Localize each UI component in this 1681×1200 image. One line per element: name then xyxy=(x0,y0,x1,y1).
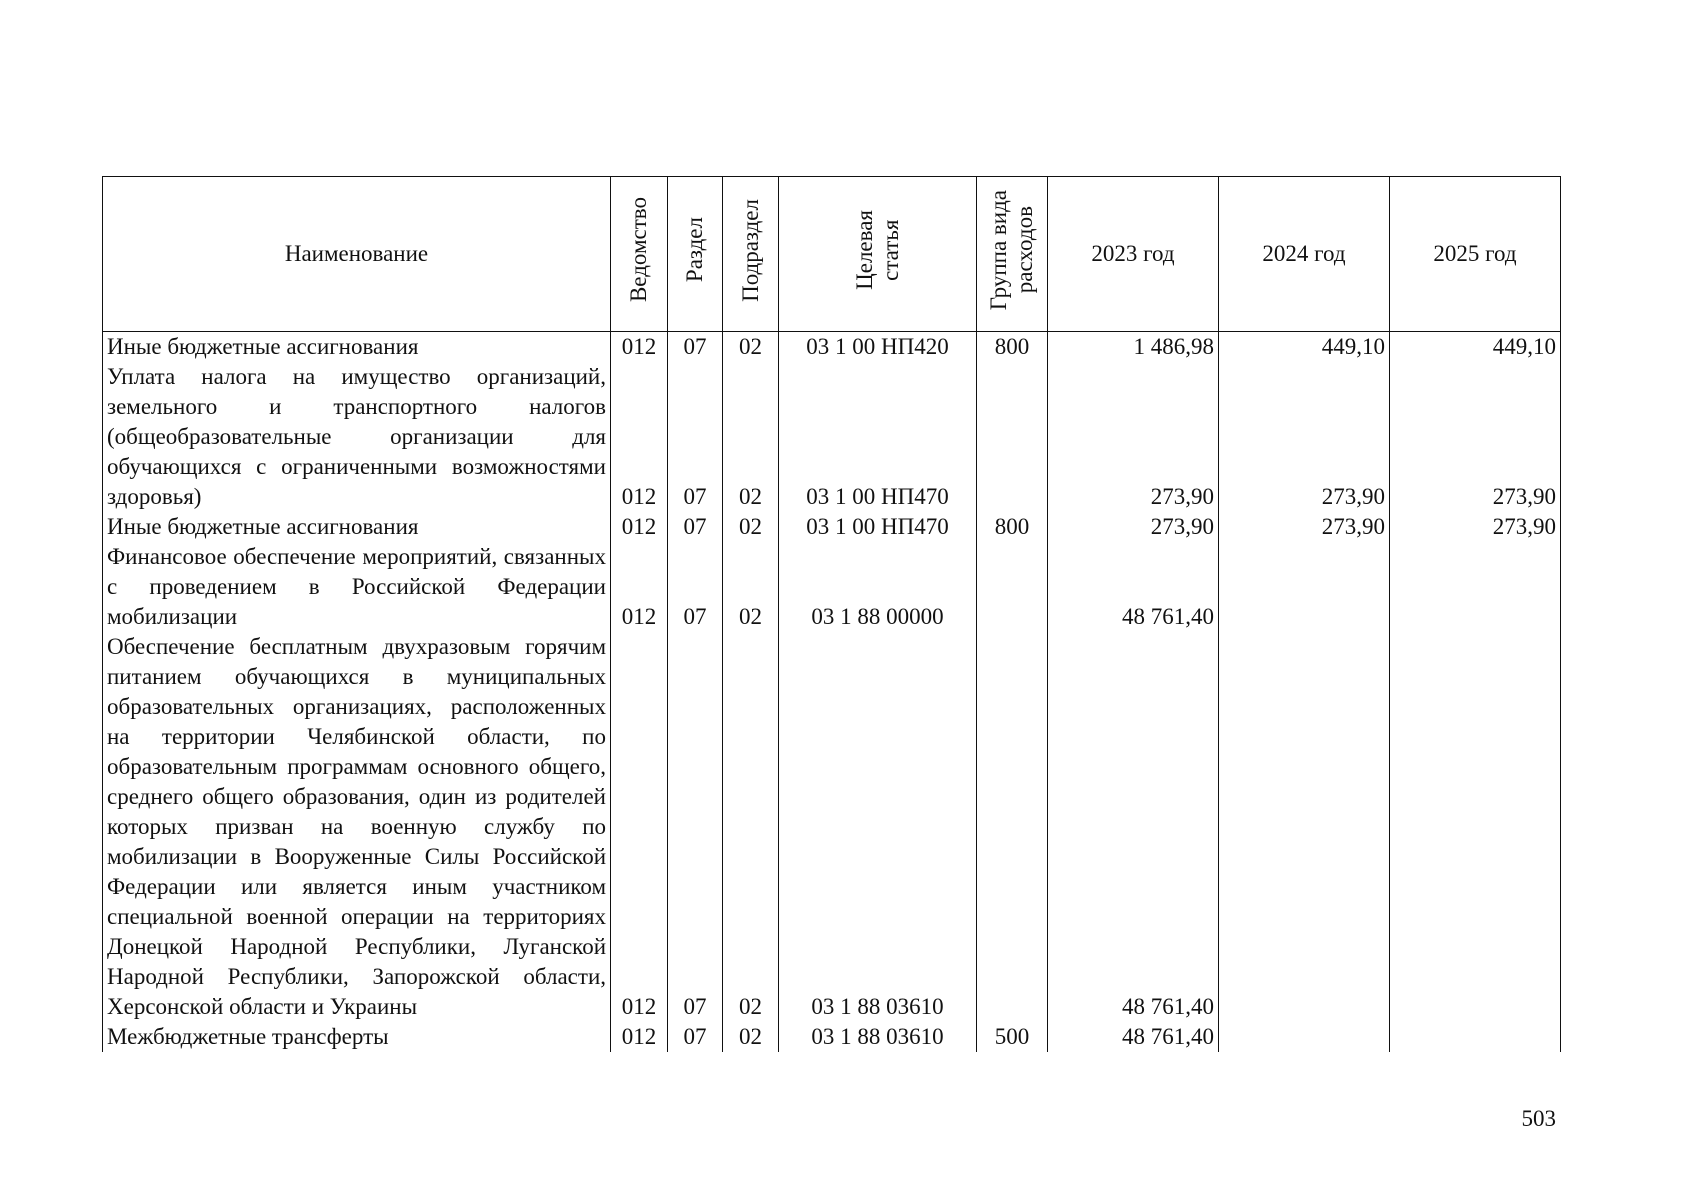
cell-2025: 273,90 xyxy=(1390,362,1561,512)
cell-subsection: 02 xyxy=(723,542,779,632)
cell-department: 012 xyxy=(611,1022,668,1052)
cell-2024: 273,90 xyxy=(1219,512,1390,542)
cell-2025: 449,10 xyxy=(1390,332,1561,363)
cell-expense-group: 500 xyxy=(977,1022,1048,1052)
cell-department: 012 xyxy=(611,632,668,1022)
cell-department: 012 xyxy=(611,362,668,512)
cell-expense-group: 800 xyxy=(977,332,1048,363)
header-year-2025: 2025 год xyxy=(1390,177,1561,332)
cell-2024 xyxy=(1219,542,1390,632)
header-year-2024: 2024 год xyxy=(1219,177,1390,332)
cell-section: 07 xyxy=(668,632,723,1022)
cell-2024 xyxy=(1219,1022,1390,1052)
cell-section: 07 xyxy=(668,512,723,542)
table-body xyxy=(103,332,1561,1053)
table-row xyxy=(103,332,1561,363)
cell-2023: 48 761,40 xyxy=(1048,632,1219,1022)
cell-2024: 449,10 xyxy=(1219,332,1390,363)
cell-target-item: 03 1 88 03610 xyxy=(779,632,977,1022)
table-row xyxy=(103,362,1561,512)
cell-department: 012 xyxy=(611,332,668,363)
header-department: Ведомство xyxy=(611,177,668,332)
header-year-2023: 2023 год xyxy=(1048,177,1219,332)
cell-name: Иные бюджетные ассигнования xyxy=(103,332,611,363)
header-section: Раздел xyxy=(668,177,723,332)
header-expense-group: Группа вида расходов xyxy=(977,177,1048,332)
cell-expense-group: 800 xyxy=(977,512,1048,542)
cell-subsection: 02 xyxy=(723,1022,779,1052)
header-target-item: Целевая статья xyxy=(779,177,977,332)
cell-2025: 273,90 xyxy=(1390,512,1561,542)
cell-target-item: 03 1 00 НП470 xyxy=(779,362,977,512)
cell-2023: 48 761,40 xyxy=(1048,1022,1219,1052)
cell-name: Финансовое обеспечение мероприятий, связанных с проведением в Российской Федерации мобилизации xyxy=(103,542,611,632)
cell-subsection: 02 xyxy=(723,512,779,542)
cell-2025 xyxy=(1390,1022,1561,1052)
cell-name: Иные бюджетные ассигнования xyxy=(103,512,611,542)
cell-expense-group xyxy=(977,542,1048,632)
cell-2025 xyxy=(1390,542,1561,632)
cell-subsection: 02 xyxy=(723,632,779,1022)
cell-2023: 273,90 xyxy=(1048,512,1219,542)
cell-2024: 273,90 xyxy=(1219,362,1390,512)
cell-2023: 273,90 xyxy=(1048,362,1219,512)
cell-department: 012 xyxy=(611,542,668,632)
table-row xyxy=(103,632,1561,1022)
header-name: Наименование xyxy=(103,177,611,332)
cell-expense-group xyxy=(977,632,1048,1022)
cell-name: Обеспечение бесплатным двухразовым горячим питанием обучающихся в муниципальных образовательных организациях, расположенных на территории Челябинской области, по образовательным программам основного общего, среднего общего образования, один из родителей которых призван на военную службу по мобилизации в Вооруженные Силы Российской Федерации или является иным участником специальной военной операции на территориях Донецкой Народной Республики, Луганской Народной Республики, Запорожской области, Херсонской области и Украины xyxy=(103,632,611,1022)
table-header-row xyxy=(103,177,1561,332)
table-row xyxy=(103,542,1561,632)
cell-2023: 1 486,98 xyxy=(1048,332,1219,363)
cell-2023: 48 761,40 xyxy=(1048,542,1219,632)
cell-section: 07 xyxy=(668,1022,723,1052)
cell-section: 07 xyxy=(668,542,723,632)
cell-department: 012 xyxy=(611,512,668,542)
table-row xyxy=(103,1022,1561,1052)
header-subsection: Подраздел xyxy=(723,177,779,332)
cell-name: Межбюджетные трансферты xyxy=(103,1022,611,1052)
budget-table xyxy=(102,176,1561,1052)
cell-name: Уплата налога на имущество организаций, земельного и транспортного налогов (общеобразовательные организации для обучающихся с ограниченными возможностями здоровья) xyxy=(103,362,611,512)
cell-target-item: 03 1 88 03610 xyxy=(779,1022,977,1052)
cell-subsection: 02 xyxy=(723,362,779,512)
cell-expense-group xyxy=(977,362,1048,512)
cell-target-item: 03 1 00 НП420 xyxy=(779,332,977,363)
page-number: 503 xyxy=(1521,1106,1556,1131)
table-row xyxy=(103,512,1561,542)
cell-target-item: 03 1 88 00000 xyxy=(779,542,977,632)
cell-2025 xyxy=(1390,632,1561,1022)
cell-target-item: 03 1 00 НП470 xyxy=(779,512,977,542)
cell-section: 07 xyxy=(668,362,723,512)
cell-subsection: 02 xyxy=(723,332,779,363)
cell-2024 xyxy=(1219,632,1390,1022)
cell-section: 07 xyxy=(668,332,723,363)
